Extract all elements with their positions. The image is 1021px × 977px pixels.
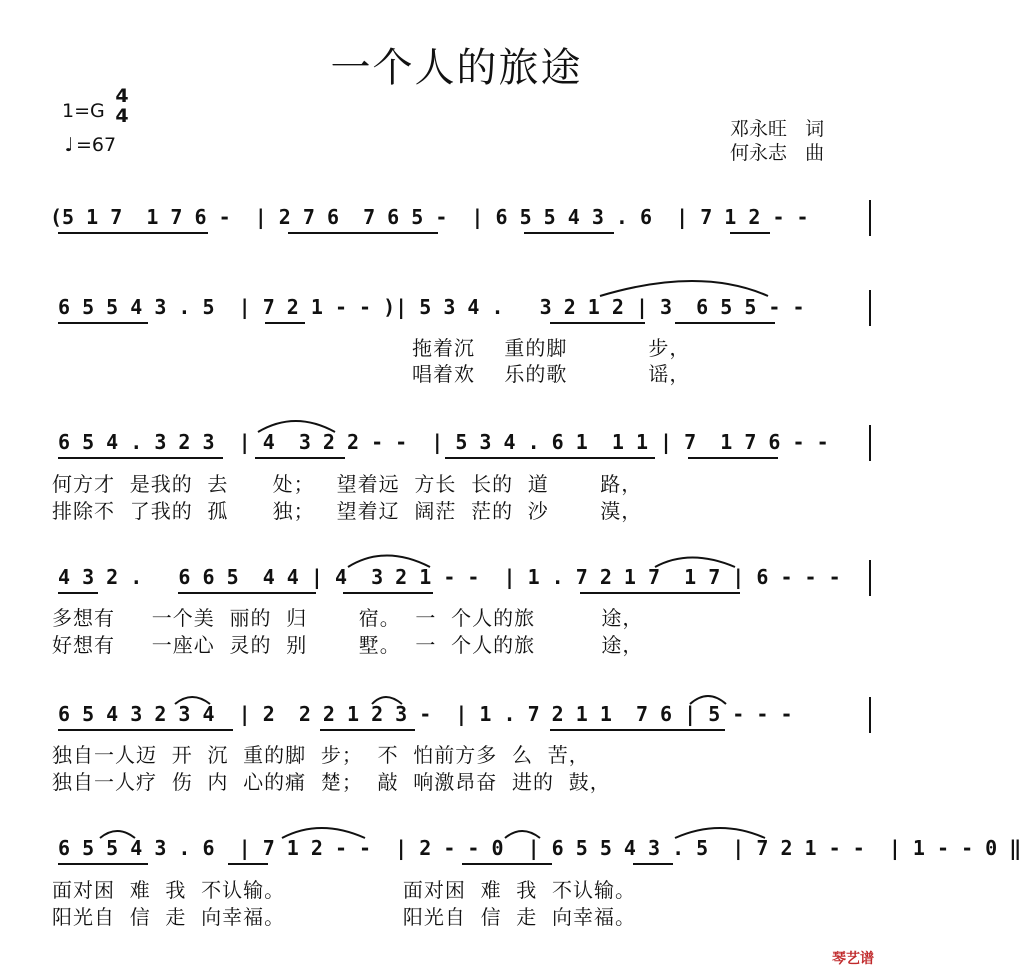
beam [288, 232, 438, 234]
composer-role: 曲 [805, 142, 825, 164]
beam [58, 729, 233, 731]
beam [688, 457, 778, 459]
beam [462, 863, 552, 865]
beam [58, 863, 148, 865]
notation-line-3: 6 5 4 . 3 2 3 | 4 3 2 2 - - | 5 3 4 . 6 1 1 1 | 7 1 7 6 - - [58, 430, 829, 454]
lyrics-line-3-verse-1: 何方才 是我的 去 处； 望着远 方长 长的 道 路， [52, 472, 643, 496]
barline [869, 425, 871, 461]
beam [58, 232, 208, 234]
lyrics-line-6-verse-1: 面对困 难 我 不认输。 面对困 难 我 不认输。 [52, 878, 637, 902]
quarter-note-icon: ♩ [64, 134, 74, 156]
lyrics-line-4-verse-2: 好想有 一座心 灵的 别 墅。 一 个人的旅 途， [52, 633, 644, 657]
barline [869, 200, 871, 236]
time-signature-bottom: 4 [115, 105, 129, 127]
lyrics-line-5-verse-2: 独自一人疗 伤 内 心的痛 楚； 敲 响激昂奋 进的 鼓， [52, 770, 611, 794]
key-signature: 1=G [62, 100, 105, 122]
beam [58, 592, 98, 594]
lyrics-line-2-verse-1: 拖着沉 重的脚 步， [412, 336, 691, 360]
time-signature [114, 86, 130, 126]
barline [869, 290, 871, 326]
beam [445, 457, 655, 459]
slur [600, 281, 768, 296]
beam [550, 322, 645, 324]
notation-line-4: 4 3 2 . 6 6 5 4 4 | 4 3 2 1 - - | 1 . 7 2 1 7 1 7 | 6 - - - [58, 565, 841, 589]
credits [730, 117, 824, 165]
beam [320, 729, 415, 731]
beam [178, 592, 316, 594]
beam [633, 863, 673, 865]
notation-line-5: 6 5 4 3 2 3 4 | 2 2 2 1 2 3 - | 1 . 7 2 1 1 7 6 | 5 - - - [58, 702, 793, 726]
notation-line-1: (5 1 7 1 7 6 - | 2 7 6 7 6 5 - | 6 5 5 4 3 . 6 | 7 1 2 - - [50, 205, 809, 229]
composer-name: 何永志 [730, 142, 788, 164]
notation-line-2: 6 5 5 4 3 . 5 | 7 2 1 - - )| 5 3 4 . 3 2 1 2 | 3 6 5 5 - - [58, 295, 805, 319]
tempo-marking [62, 134, 116, 156]
lyrics-line-2-verse-2: 唱着欢 乐的歌 谣， [412, 362, 691, 386]
lyricist-credit [730, 117, 824, 141]
beam [255, 457, 345, 459]
beam [524, 232, 614, 234]
watermark-logo: 琴艺谱 [832, 951, 874, 967]
beam [228, 863, 268, 865]
beam [343, 592, 433, 594]
beam [58, 322, 148, 324]
beam [730, 232, 770, 234]
lyrics-line-6-verse-2: 阳光自 信 走 向幸福。 阳光自 信 走 向幸福。 [52, 905, 637, 929]
beam [675, 322, 775, 324]
notation-line-6: 6 5 5 4 3 . 6 | 7 1 2 - - | 2 - - 0 | 6 5 5 4 3 . 5 | 7 2 1 - - | 1 - - 0 ‖ [58, 836, 1021, 860]
beam [580, 592, 740, 594]
barline [869, 697, 871, 733]
beam [550, 729, 725, 731]
lyricist-role: 词 [805, 118, 825, 140]
lyrics-line-5-verse-1: 独自一人迈 开 沉 重的脚 步； 不 怕前方多 么 苦， [52, 743, 590, 767]
beam [58, 457, 223, 459]
tempo-value: =67 [76, 134, 117, 156]
barline [869, 560, 871, 596]
song-title: 一个人的旅途 [330, 45, 583, 91]
lyricist-name: 邓永旺 [730, 118, 788, 140]
composer-credit [730, 141, 824, 165]
lyrics-line-4-verse-1: 多想有 一个美 丽的 归 宿。 一 个人的旅 途， [52, 606, 644, 630]
beam [265, 322, 305, 324]
lyrics-line-3-verse-2: 排除不 了我的 孤 独； 望着辽 阔茫 茫的 沙 漠， [52, 499, 643, 523]
time-signature-top: 4 [115, 85, 129, 107]
